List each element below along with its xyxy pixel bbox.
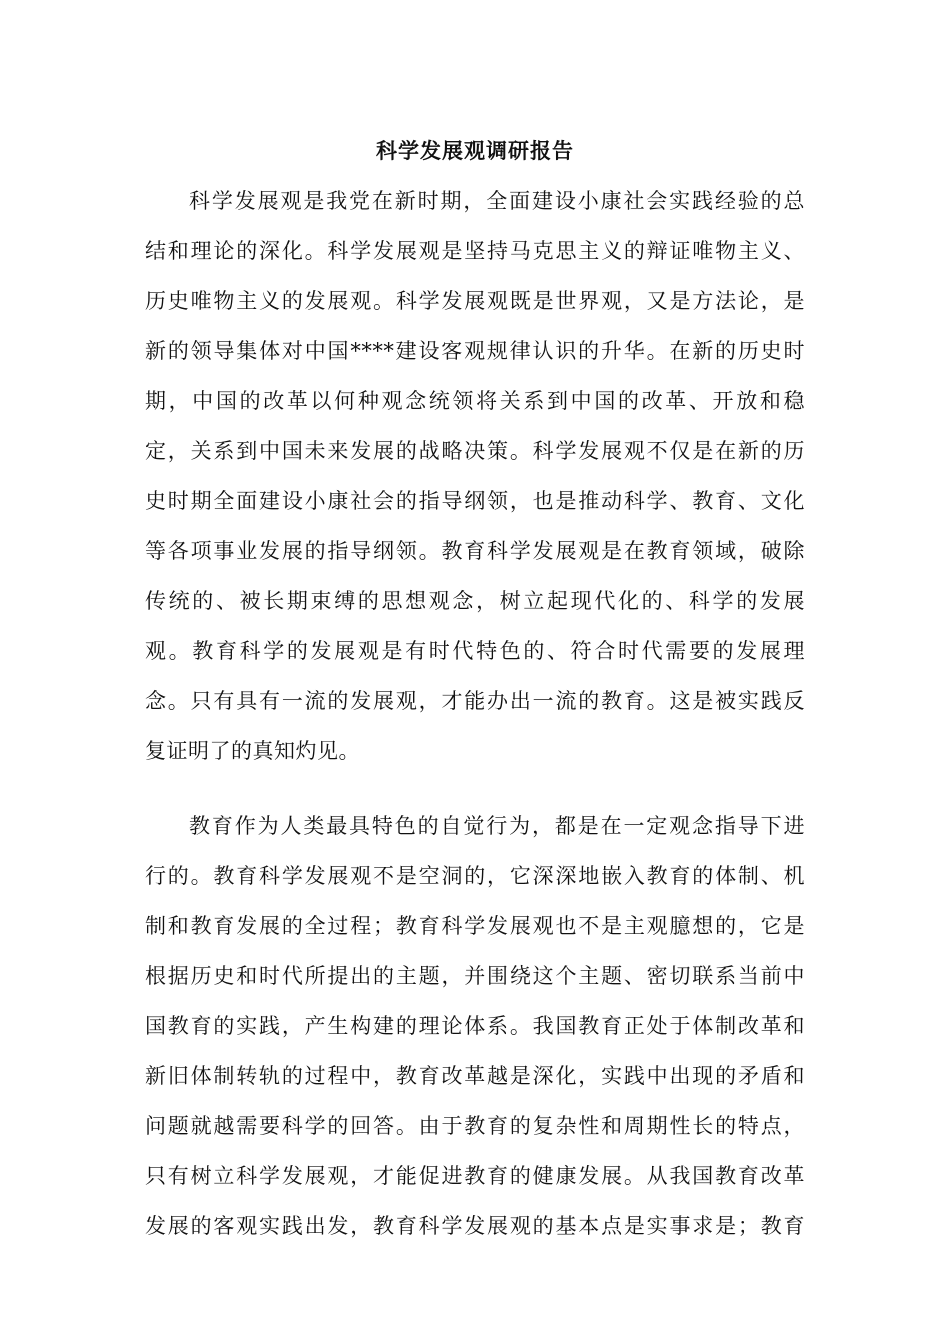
paragraph-2-line-9: 发展的客观实践出发，教育科学发展观的基本点是实事求是；教育 xyxy=(145,1214,805,1238)
paragraph-2-line-8: 只有树立科学发展观，才能促进教育的健康发展。从我国教育改革 xyxy=(145,1164,805,1188)
paragraph-2-line-2: 行的。教育科学发展观不是空洞的，它深深地嵌入教育的体制、机 xyxy=(145,864,805,888)
paragraph-2-line-5: 国教育的实践，产生构建的理论体系。我国教育正处于体制改革和 xyxy=(145,1014,805,1038)
document-title: 科学发展观调研报告 xyxy=(376,139,574,163)
paragraph-1-line-10: 观。教育科学的发展观是有时代特色的、符合时代需要的发展理 xyxy=(145,639,805,663)
paragraph-1-line-9: 传统的、被长期束缚的思想观念，树立起现代化的、科学的发展 xyxy=(145,589,805,613)
paragraph-1-line-2: 结和理论的深化。科学发展观是坚持马克思主义的辩证唯物主义、 xyxy=(145,239,805,263)
paragraph-2-line-3: 制和教育发展的全过程；教育科学发展观也不是主观臆想的，它是 xyxy=(145,914,805,938)
paragraph-1-line-5: 期，中国的改革以何种观念统领将关系到中国的改革、开放和稳 xyxy=(145,389,805,413)
paragraph-2-line-6: 新旧体制转轨的过程中，教育改革越是深化，实践中出现的矛盾和 xyxy=(145,1064,805,1088)
paragraph-1-line-11: 念。只有具有一流的发展观，才能办出一流的教育。这是被实践反 xyxy=(145,689,805,713)
paragraph-1-line-4: 新的领导集体对中国****建设客观规律认识的升华。在新的历史时 xyxy=(145,339,805,363)
paragraph-2-line-1: 教育作为人类最具特色的自觉行为，都是在一定观念指导下进 xyxy=(189,814,805,838)
paragraph-1-line-3: 历史唯物主义的发展观。科学发展观既是世界观，又是方法论，是 xyxy=(145,289,805,313)
paragraph-1-line-6: 定，关系到中国未来发展的战略决策。科学发展观不仅是在新的历 xyxy=(145,439,805,463)
paragraph-2-line-7: 问题就越需要科学的回答。由于教育的复杂性和周期性长的特点， xyxy=(145,1114,805,1138)
paragraph-2-line-4: 根据历史和时代所提出的主题，并围绕这个主题、密切联系当前中 xyxy=(145,964,805,988)
paragraph-1-line-1: 科学发展观是我党在新时期，全面建设小康社会实践经验的总 xyxy=(189,189,805,213)
paragraph-1-line-7: 史时期全面建设小康社会的指导纲领，也是推动科学、教育、文化 xyxy=(145,489,805,513)
paragraph-1-line-12: 复证明了的真知灼见。 xyxy=(145,739,360,763)
paragraph-1-line-8: 等各项事业发展的指导纲领。教育科学发展观是在教育领域，破除 xyxy=(145,539,805,563)
